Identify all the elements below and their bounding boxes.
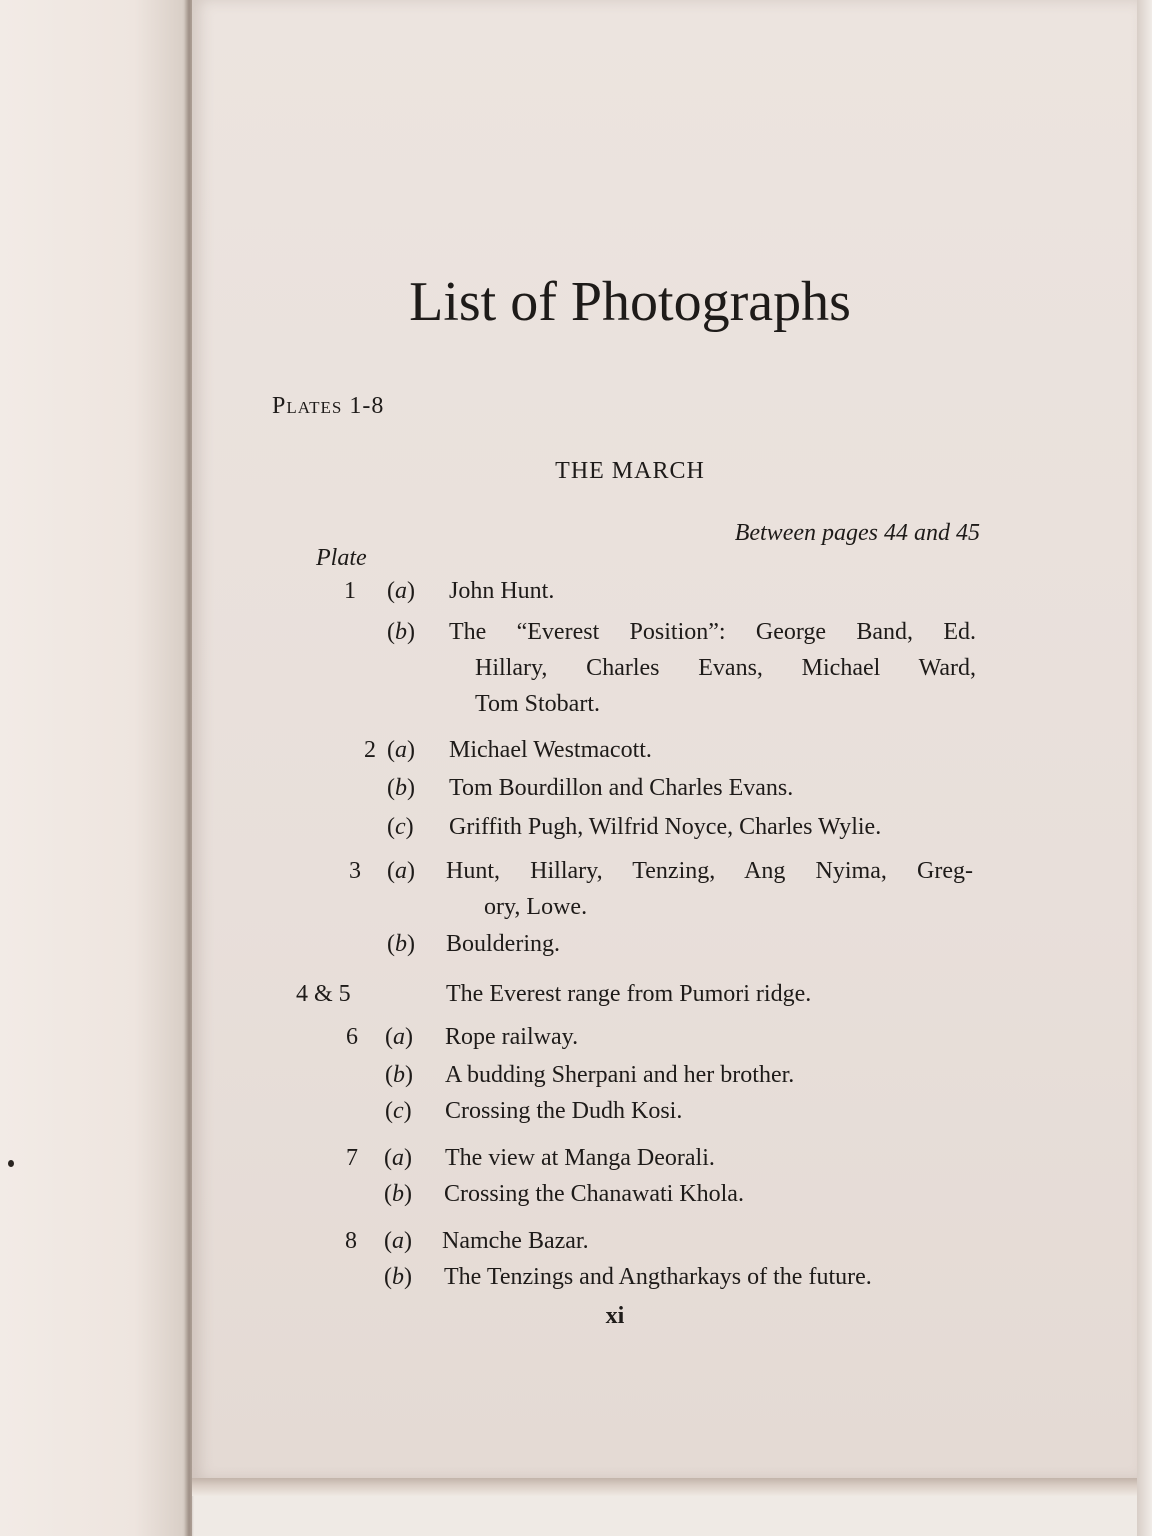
photo-caption: A budding Sherpani and her brother. — [445, 1062, 795, 1088]
plates-heading: Plates 1-8 — [272, 393, 385, 419]
photo-caption: Bouldering. — [446, 931, 560, 957]
plate-letter: (a) — [385, 1024, 413, 1050]
photo-caption-continued: Tom Stobart. — [475, 691, 600, 717]
plate-letter: (b) — [384, 1181, 412, 1207]
plate-letter: (a) — [387, 737, 415, 763]
paper-speck — [8, 1160, 14, 1167]
plate-letter: (b) — [385, 1062, 413, 1088]
between-pages-note: Between pages 44 and 45 — [734, 520, 980, 546]
plate-letter: (a) — [384, 1228, 412, 1254]
page-right-edge — [1137, 0, 1152, 1536]
plate-number: 1 — [344, 578, 356, 604]
photo-caption: Crossing the Dudh Kosi. — [445, 1098, 683, 1124]
photo-caption: The Tenzings and Angtharkays of the future. — [444, 1264, 872, 1290]
plate-letter: (b) — [384, 1264, 412, 1290]
plate-number: 4 & 5 — [296, 981, 351, 1007]
plate-letter: (a) — [387, 578, 415, 604]
photo-caption: The Everest range from Pumori ridge. — [446, 981, 812, 1007]
plate-letter: (b) — [387, 931, 415, 957]
photo-caption: Namche Bazar. — [442, 1228, 589, 1254]
photo-caption: The view at Manga Deorali. — [445, 1145, 715, 1171]
plate-letter: (a) — [384, 1145, 412, 1171]
plate-letter: (c) — [387, 814, 414, 840]
photo-caption: The “Everest Position”: George Band, Ed. — [449, 619, 976, 645]
plate-number: 2 — [364, 737, 376, 763]
photo-caption: Hunt, Hillary, Tenzing, Ang Nyima, Greg- — [446, 858, 973, 884]
photo-caption: John Hunt. — [449, 578, 555, 604]
plate-number: 8 — [345, 1228, 357, 1254]
photo-caption: Griffith Pugh, Wilfrid Noyce, Charles Wylie. — [449, 814, 882, 840]
photo-caption: Michael Westmacott. — [449, 737, 652, 763]
section-heading: THE MARCH — [555, 458, 705, 484]
photo-caption: Rope railway. — [445, 1024, 579, 1050]
plate-number: 3 — [349, 858, 361, 884]
plate-letter: (b) — [387, 619, 415, 645]
photo-caption: Tom Bourdillon and Charles Evans. — [449, 775, 794, 801]
page-title: List of Photographs — [409, 271, 851, 333]
plate-column-label: Plate — [316, 545, 367, 571]
plate-letter: (a) — [387, 858, 415, 884]
page-bottom-edge — [192, 1478, 1137, 1496]
plate-letter: (c) — [385, 1098, 412, 1124]
plate-letter: (b) — [387, 775, 415, 801]
photo-caption: Crossing the Chanawati Khola. — [444, 1181, 744, 1207]
photo-caption-continued: Hillary, Charles Evans, Michael Ward, — [475, 655, 976, 681]
photo-caption-continued: ory, Lowe. — [484, 894, 588, 920]
plate-number: 6 — [346, 1024, 358, 1050]
plate-number: 7 — [346, 1145, 358, 1171]
left-page — [0, 0, 192, 1536]
page-number: xi — [605, 1303, 625, 1329]
